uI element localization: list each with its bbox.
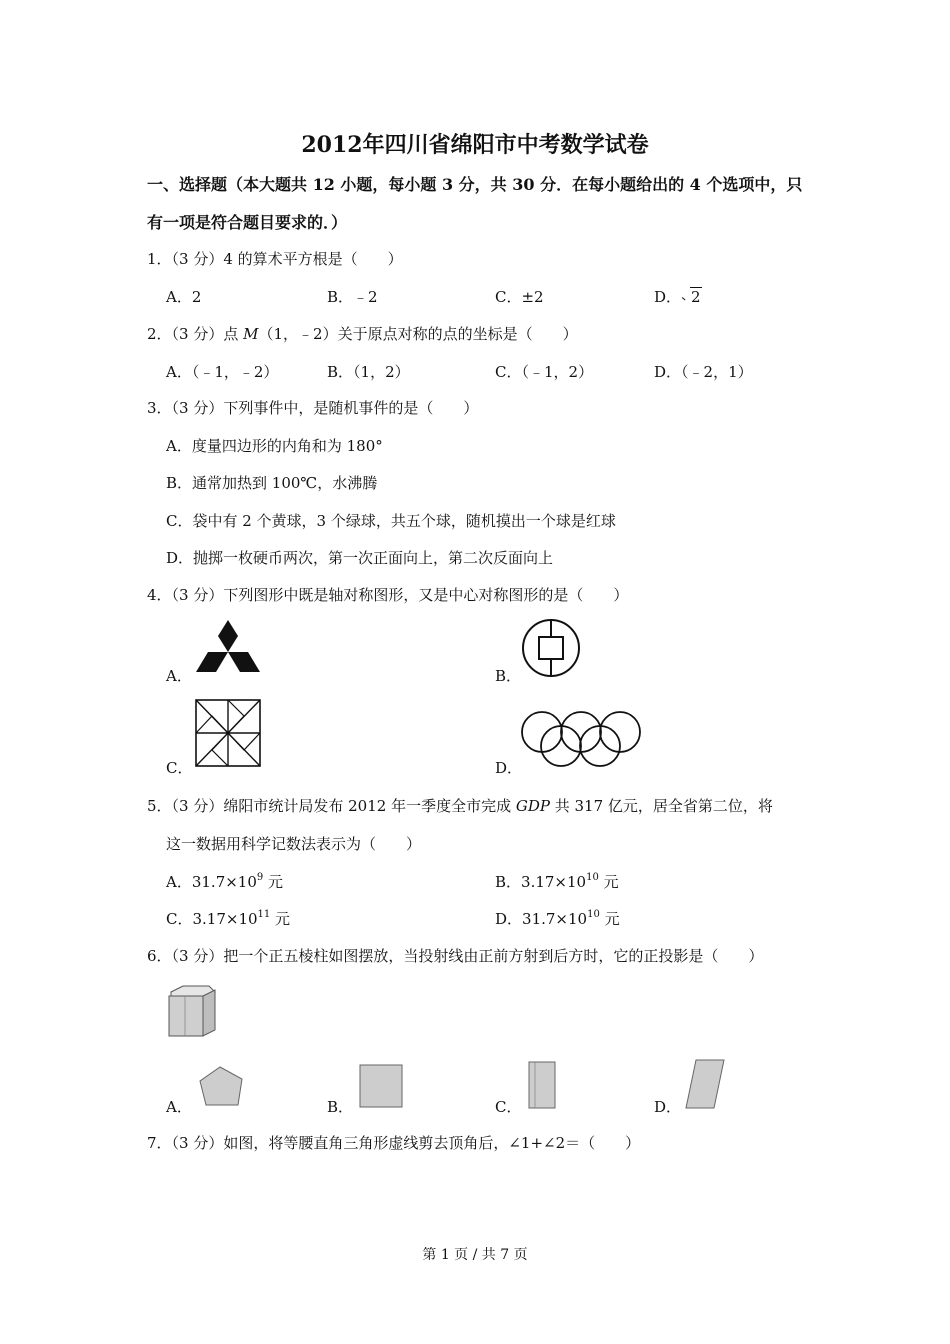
sqrt-symbol [681, 288, 702, 306]
q5-stem1-pre: 5．（3 分）绵阳市统计局发布 2012 年一季度全市完成 [147, 797, 516, 815]
q5-b-exp: 10 [586, 872, 599, 883]
square-projection-figure [358, 1063, 404, 1109]
q3-option-d: D．抛掷一枚硬币两次，第一次正面向上，第二次反面向上 [166, 549, 554, 567]
pentagon-projection-figure [198, 1065, 246, 1109]
olympic-rings-figure [520, 708, 644, 770]
q1-option-c: C．±2 [495, 288, 544, 306]
q5-d-pre: D．31.7×10 [495, 910, 588, 928]
q5-c-pre: C．3.17×10 [166, 910, 258, 928]
q5-stem-line1 [147, 795, 773, 816]
q4-option-c-label: C． [166, 759, 193, 777]
q2-option-d: D．（﹣2，1） [654, 363, 753, 381]
q2-option-b: B．（1，2） [327, 363, 410, 381]
q3-option-c: C．袋中有 2 个黄球，3 个绿球，共五个球，随机摸出一个球是红球 [166, 512, 616, 530]
q5-c-unit: 元 [270, 910, 291, 928]
q3-stem: 3．（3 分）下列事件中，是随机事件的是（ ） [147, 399, 479, 417]
q5-a-exp: 9 [256, 872, 264, 883]
q5-a-pre: A．31.7×10 [166, 873, 257, 891]
pinwheel-figure [194, 698, 264, 770]
pentagonal-prism-figure [165, 984, 217, 1040]
q5-stem1-post: 共 317 亿元，居全省第二位，将 [549, 797, 773, 815]
q1-option-b: B．﹣2 [327, 288, 378, 306]
q4-option-a-label: A． [166, 667, 192, 685]
rectangle-projection-figure [527, 1060, 557, 1110]
parallelogram-projection-figure [684, 1058, 726, 1110]
q3-option-b: B．通常加热到 100℃，水沸腾 [166, 474, 378, 492]
q4-option-b-label: B． [495, 667, 522, 685]
q5-c-exp: 11 [257, 909, 271, 920]
q5-option-b [495, 871, 619, 892]
q5-b-pre: B．3.17×10 [495, 873, 587, 891]
q2-stem [147, 323, 578, 344]
q4-stem: 4．（3 分）下列图形中既是轴对称图形，又是中心对称图形的是（ ） [147, 586, 629, 604]
q1-option-d-prefix: D． [654, 288, 682, 306]
q1-option-d-radicand: 2 [691, 288, 701, 306]
circle-square-coin-figure [520, 616, 582, 680]
q3-option-a: A．度量四边形的内角和为 180° [166, 437, 383, 455]
q6-option-b-label: B． [327, 1098, 354, 1116]
q5-d-unit: 元 [599, 910, 620, 928]
q2-stem-post: （1，﹣2）关于原点对称的点的坐标是（ ） [258, 325, 578, 343]
q2-option-c: C．（﹣1，2） [495, 363, 594, 381]
three-diamonds-figure [193, 618, 263, 680]
q5-option-c [166, 908, 290, 929]
q5-option-a [166, 871, 283, 892]
page-footer: 第 1 页 / 共 7 页 [422, 1247, 528, 1263]
q2-stem-var: M [243, 325, 259, 343]
q6-stem: 6．（3 分）把一个正五棱柱如图摆放，当投射线由正前方射到后方时，它的正投影是（ ） [147, 947, 764, 965]
q6-option-d-label: D． [654, 1098, 682, 1116]
q5-stem1-var: GDP [515, 797, 550, 815]
q2-stem-pre: 2．（3 分）点 [147, 325, 244, 343]
q4-option-d-label: D． [495, 759, 523, 777]
q2-option-a: A．（﹣1，﹣2） [166, 363, 279, 381]
q1-option-d [654, 286, 702, 307]
q1-stem: 1．（3 分）4 的算术平方根是（ ） [147, 250, 403, 268]
q7-stem: 7．（3 分）如图，将等腰直角三角形虚线剪去顶角后，∠1+∠2＝（ ） [147, 1134, 641, 1152]
section-heading-line2: 有一项是符合题目要求的．） [147, 213, 348, 232]
page-title: 2012年四川省绵阳市中考数学试卷 [301, 132, 649, 158]
q5-stem-line2: 这一数据用科学记数法表示为（ ） [166, 835, 422, 853]
q6-option-a-label: A． [166, 1098, 192, 1116]
q1-option-a: A．2 [166, 288, 202, 306]
q5-a-unit: 元 [263, 873, 284, 891]
q6-option-c-label: C． [495, 1098, 522, 1116]
q5-option-d [495, 908, 620, 929]
section-heading-line1: 一、选择题（本大题共 12 小题，每小题 3 分，共 30 分．在每小题给出的 4 个选项中，只 [147, 175, 803, 194]
q5-d-exp: 10 [587, 909, 600, 920]
q5-b-unit: 元 [598, 873, 619, 891]
